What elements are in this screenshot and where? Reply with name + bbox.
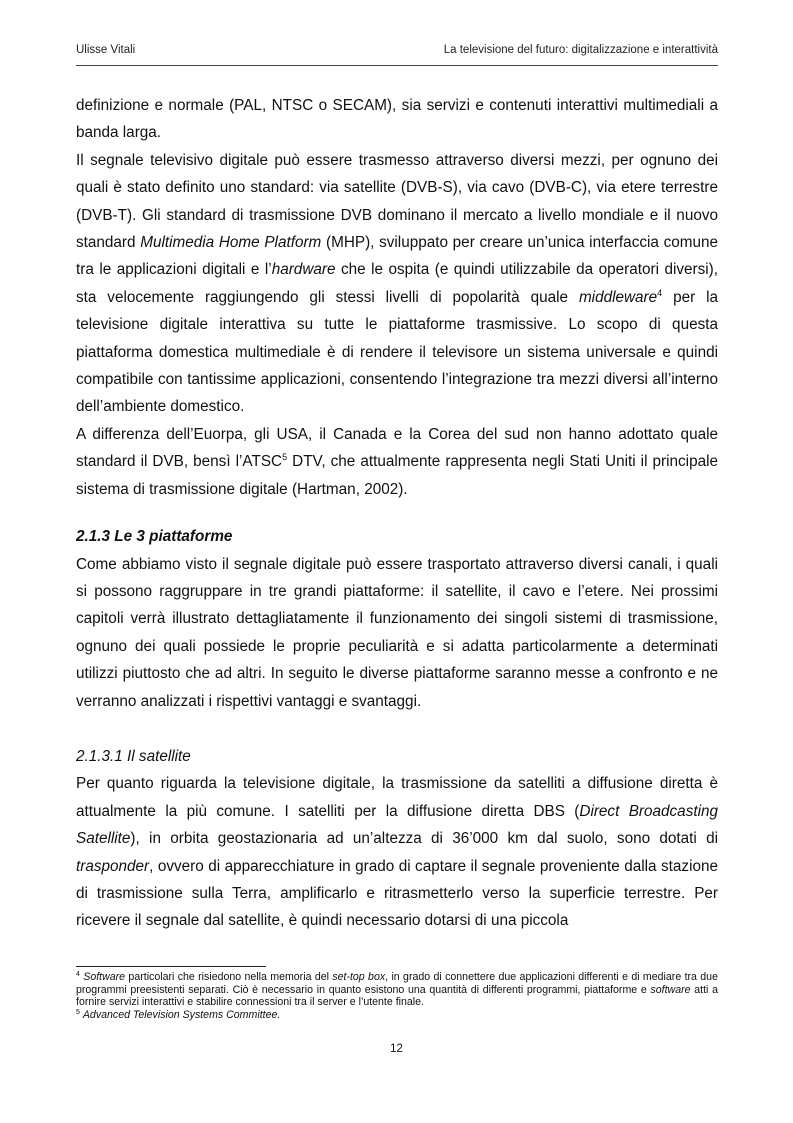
paragraph-intro-continuation: definizione e normale (PAL, NTSC o SECAM), sia servizi e contenuti interattivi multimediali a banda larga. xyxy=(76,97,718,142)
page-header xyxy=(76,44,718,60)
subsection-heading-2-1-3-1: 2.1.3.1 Il satellite xyxy=(76,747,191,765)
header-author: Ulisse Vitali xyxy=(76,44,136,56)
footnote-ref-5: 5 xyxy=(282,452,288,463)
header-divider xyxy=(76,65,718,66)
paragraph-atsc: A differenza dell’Euorpa, gli USA, il Canada e la Corea del sud non hanno adottato quale standard il DVB, bensì l’ATSC$^5$ DTV, che attualmente rappresenta negli Stati Uniti il principale sistema di trasmissione digitale (Hartman, 2002). xyxy=(76,425,718,498)
paragraph-platforms: Come abbiamo visto il segnale digitale può essere trasportato attraverso diversi canali, i quali si possono raggruppare in tre grandi piattaforme: il satellite, il cavo e l’etere. Nei prossimi capitoli verrà illustrato dettagliatamente il funzionamento dei singoli sistemi di trasmissione, ognuno dei quali possiede le proprie peculiarità e si adatta particolarmente a determinati utilizzi piuttosto che ad altri. In seguito le diverse piattaforme saranno messe a confronto e ne verranno analizzati i rispettivi vantaggi e svantaggi. xyxy=(76,555,718,710)
paragraph-satellite: Per quanto riguarda la televisione digitale, la trasmissione da satelliti a diffusione diretta è attualmente la più comune. I satelliti per la diffusione diretta DBS (Direct Broadcasting Satellite), in orbita geostazionaria ad un’altezza di 36’000 km dal suolo, sono dotati di trasponder, ovvero di apparecchiature in grado di captare il segnale proveniente dalla stazione di trasmissione sulla Terra, amplificarlo e ritrasmetterlo verso la superficie terrestre. Per ricevere il segnale dal satellite, è quindi necessario dotarsi di una piccola xyxy=(76,775,719,930)
footnote-ref-4: 4 xyxy=(657,287,663,298)
header-title: La televisione del futuro: digitalizzazione e interattività xyxy=(443,44,718,56)
footnotes xyxy=(76,971,718,1021)
footnote-5: $^5$ Advanced Television Systems Committee. xyxy=(76,1008,281,1021)
main-content xyxy=(76,92,718,935)
paragraph-dvb-standards: Il segnale televisivo digitale può essere trasmesso attraverso diversi mezzi, per ognuno dei quali è stato definito uno standard: via satellite (DVB-S), via cavo (DVB-C), via etere terrestre (DVB-T). Gli standard di trasmissione DVB dominano il mercato a livello mondiale e il nuovo standard Multimedia Home Platform (MHP), sviluppato per creare un’unica interfaccia comune tra le applicazioni digitali e l’hardware che le ospita (e quindi utilizzabile da operatori diversi), sta velocemente raggiungendo gli stessi livelli di popolarità quale middleware$^4$ per la televisione digitale interattiva su tutte le piattaforme trasmissive. Lo scopo di questa piattaforma domestica multimediale è di rendere il televisore un sistema universale e quindi compatibile con tantissime applicazioni, consentendo l’integrazione tra mezzi diversi all’interno dell’ambiente domestico. xyxy=(76,151,719,416)
page-number: 12 xyxy=(390,1043,403,1055)
footnote-divider xyxy=(76,966,266,967)
footnote-4: $^4$ Software particolari che risiedono nella memoria del set-top box, in grado di connettere due applicazioni differenti e di mediare tra due programmi preesistenti separati. Ciò è necessario in quanto esistono una quantità di differenti programmi, piattaforme e software atti a fornire servizi interattivi e stabilire connessioni tra il server e l’utente finale. xyxy=(76,971,718,1009)
section-heading-2-1-3: 2.1.3 Le 3 piattaforme xyxy=(76,528,233,546)
